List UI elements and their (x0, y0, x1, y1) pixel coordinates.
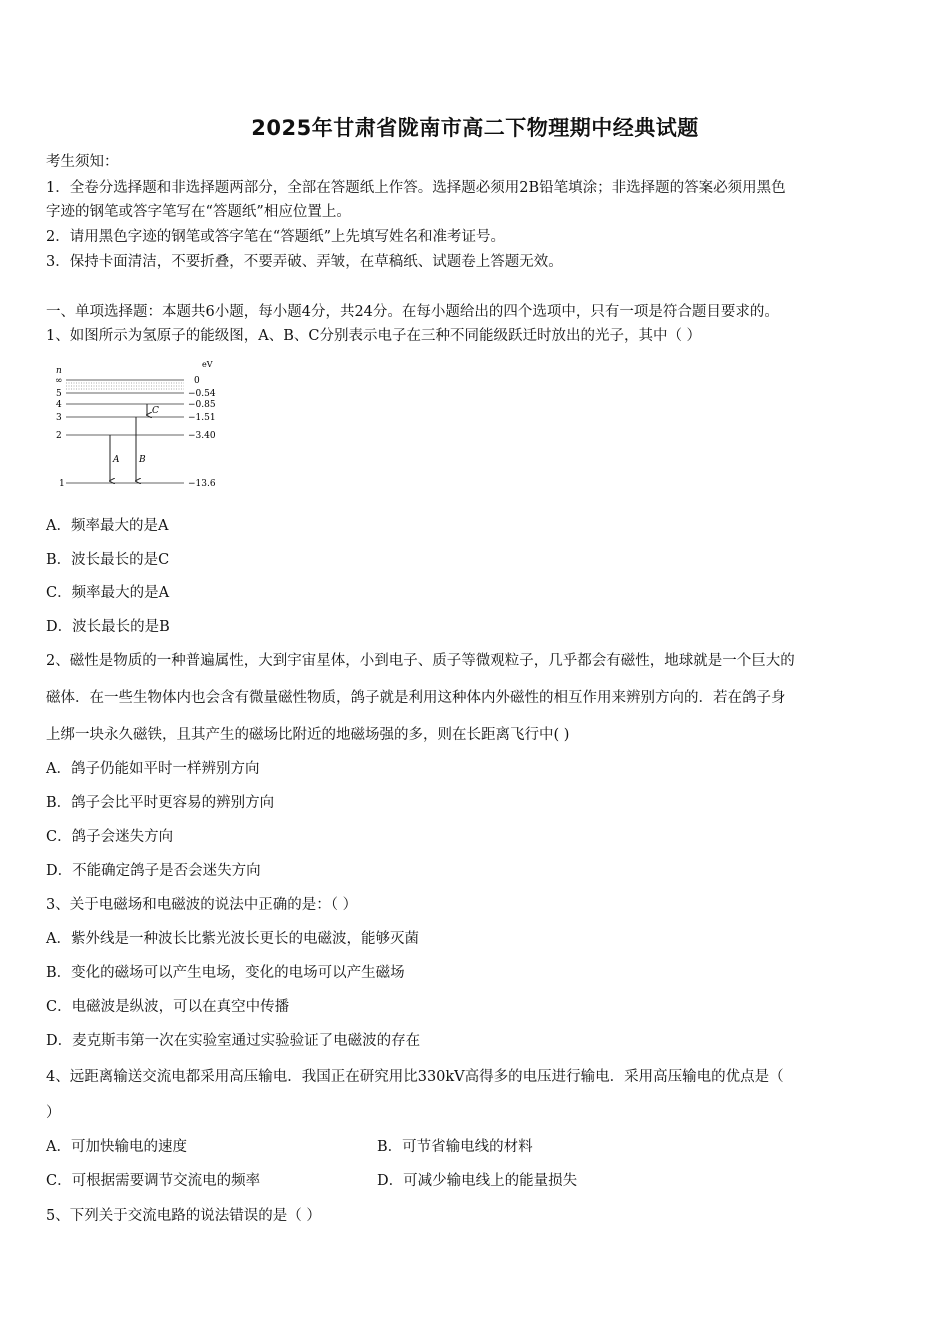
notice-line-1a: 1．全卷分选择题和非选择题两部分，全部在答题纸上作答。选择题必须用2B铅笔填涂；非选择题的答案必须用黑色 (46, 180, 786, 196)
q2-option-b: B．鸽子会比平时更容易的辨别方向 (46, 795, 275, 811)
q3-option-a: A．紫外线是一种波长比紫光波长更长的电磁波，能够灭菌 (46, 931, 419, 947)
q4-option-d: D．可减少输电线上的能量损失 (377, 1173, 578, 1189)
n-label-4: 4 (56, 400, 62, 410)
notice-line-3: 3．保持卡面清洁，不要折叠，不要弄破、弄皱，在草稿纸、试题卷上答题无效。 (46, 254, 563, 270)
q2-stem-2: 磁体．在一些生物体内也会含有微量磁性物质，鸽子就是利用这种体内外磁性的相互作用来辨别方向的．若在鸽子身 (46, 690, 786, 706)
notice-heading: 考生须知： (46, 154, 119, 170)
q1-option-b: B．波长最长的是C (46, 552, 170, 568)
q5-stem: 5、下列关于交流电路的说法错误的是（ ） (46, 1208, 321, 1224)
n-label: n (56, 366, 62, 376)
q4-option-c: C．可根据需要调节交流电的频率 (46, 1173, 261, 1189)
arrow-label-c: C (152, 406, 159, 416)
q1-option-d: D．波长最长的是B (46, 619, 170, 635)
n-label-inf: ∞ (55, 376, 63, 386)
n-label-2: 2 (56, 431, 62, 441)
q4-stem-2: ） (46, 1105, 61, 1121)
energy-label-4: −0.85 (188, 400, 216, 410)
arrow-label-a: A (113, 455, 120, 465)
q2-stem-3: 上绑一块永久磁铁，且其产生的磁场比附近的地磁场强的多，则在长距离飞行中( ) (46, 727, 570, 743)
notice-line-2: 2．请用黑色字迹的钢笔或答字笔在“答题纸”上先填写姓名和准考证号。 (46, 229, 506, 245)
q3-option-c: C．电磁波是纵波，可以在真空中传播 (46, 999, 290, 1015)
n-label-1: 1 (59, 479, 65, 489)
n-label-3: 3 (56, 413, 62, 423)
n-label-5: 5 (56, 389, 62, 399)
notice-line-1b: 字迹的钢笔或答字笔写在“答题纸”相应位置上。 (46, 204, 351, 220)
energy-label-inf: 0 (194, 376, 200, 386)
energy-label-5: −0.54 (188, 389, 216, 399)
unit-label: eV (202, 360, 213, 369)
section-heading: 一、单项选择题：本题共6小题，每小题4分，共24分。在每小题给出的四个选项中，只有一项是符合题目要求的。 (46, 304, 779, 320)
energy-level-diagram (52, 358, 232, 498)
q3-stem: 3、关于电磁场和电磁波的说法中正确的是：（ ） (46, 897, 358, 913)
arrow-label-b: B (139, 455, 146, 465)
q2-option-d: D．不能确定鸽子是否会迷失方向 (46, 863, 261, 879)
energy-label-1: −13.6 (188, 479, 216, 489)
q4-stem-1: 4、远距离输送交流电都采用高压输电．我国正在研究用比330kV高得多的电压进行输电．采用高压输电的优点是（ (46, 1069, 784, 1085)
q1-option-c: C．频率最大的是A (46, 585, 170, 601)
q3-option-d: D．麦克斯韦第一次在实验室通过实验验证了电磁波的存在 (46, 1033, 421, 1049)
q2-option-a: A．鸽子仍能如平时一样辨别方向 (46, 761, 260, 777)
q1-option-a: A．频率最大的是A (46, 518, 169, 534)
q4-option-a: A．可加快输电的速度 (46, 1139, 187, 1155)
q3-option-b: B．变化的磁场可以产生电场，变化的电场可以产生磁场 (46, 965, 405, 981)
energy-label-3: −1.51 (188, 413, 216, 423)
q2-option-c: C．鸽子会迷失方向 (46, 829, 174, 845)
page-title: 2025年甘肃省陇南市高二下物理期中经典试题 (251, 116, 699, 140)
q1-stem: 1、如图所示为氢原子的能级图，A、B、C分别表示电子在三种不同能级跃迁时放出的光子，其中（ ） (46, 328, 702, 344)
energy-label-2: −3.40 (188, 431, 216, 441)
q2-stem-1: 2、磁性是物质的一种普遍属性，大到宇宙星体，小到电子、质子等微观粒子，几乎都会有磁性，地球就是一个巨大的 (46, 653, 795, 669)
q4-option-b: B．可节省输电线的材料 (377, 1139, 533, 1155)
